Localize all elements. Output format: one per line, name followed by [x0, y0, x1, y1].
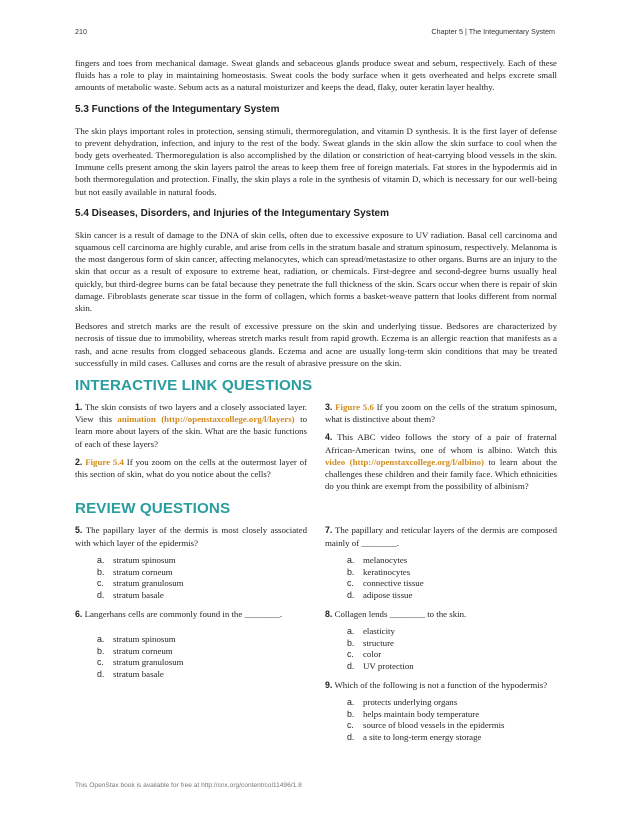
interactive-questions — [75, 401, 557, 498]
question-number: 9. — [325, 679, 333, 690]
option-text: source of blood vessels in the epidermis — [363, 720, 505, 731]
option-d — [97, 590, 307, 602]
question-number: 8. — [325, 608, 333, 619]
option-b — [347, 638, 557, 650]
question-2 — [75, 456, 307, 480]
option-text: adipose tissue — [363, 590, 413, 600]
option-letter: a. — [347, 554, 355, 565]
option-letter: d. — [347, 661, 355, 672]
interactive-right-column — [325, 401, 557, 498]
option-text: protects underlying organs — [363, 696, 458, 707]
option-a — [347, 555, 557, 567]
option-text: stratum granulosum — [113, 657, 184, 668]
option-a — [97, 634, 307, 646]
question-5 — [75, 524, 307, 548]
option-d — [97, 669, 307, 681]
question-8-options — [325, 626, 557, 673]
question-number: 1. — [75, 402, 83, 413]
question-4 — [325, 431, 557, 492]
option-text: stratum corneum — [113, 645, 173, 656]
option-a — [97, 555, 307, 567]
option-text: structure — [363, 637, 394, 648]
page-content — [75, 57, 557, 750]
page-number: 210 — [75, 27, 87, 36]
option-b — [97, 646, 307, 658]
option-text: stratum corneum — [113, 566, 173, 577]
section-53-title: 5.3 Functions of the Integumentary System — [75, 103, 280, 115]
option-text: color — [363, 649, 382, 660]
question-text: to learn about the challenges these children and their family face. Which ethnicities do you think are exempt from the possibility of albinism? — [325, 456, 557, 492]
option-a — [347, 697, 557, 709]
question-number: 7. — [325, 525, 333, 536]
option-letter: d. — [97, 669, 105, 680]
running-header — [75, 27, 555, 39]
option-text: stratum granulosum — [113, 578, 184, 589]
option-letter: b. — [97, 566, 105, 577]
option-letter: b. — [347, 637, 355, 648]
animation-link[interactable]: animation (http://openstaxcollege.org/l/layers) — [117, 414, 295, 425]
question-number: 3. — [325, 402, 333, 413]
option-text: helps maintain body temperature — [363, 708, 480, 719]
option-letter: c. — [347, 720, 354, 731]
chapter-title: Chapter 5 | The Integumentary System — [431, 27, 555, 36]
option-text: stratum spinosum — [113, 554, 176, 565]
option-d — [347, 661, 557, 673]
question-6-options — [75, 634, 307, 681]
question-3 — [325, 401, 557, 425]
question-text: to learn more about layers of the skin. What are the basic functions of each of these layers? — [75, 414, 307, 449]
option-c — [97, 578, 307, 590]
option-letter: b. — [97, 645, 105, 656]
interactive-left-column — [75, 401, 307, 498]
section-54-title: 5.4 Diseases, Disorders, and Injuries of the Integumentary System — [75, 207, 389, 219]
question-text: If you zoom on the cells of the stratum spinosum, what is distinctive about them? — [325, 402, 557, 425]
question-1 — [75, 401, 307, 450]
question-7 — [325, 524, 557, 548]
option-c — [347, 720, 557, 732]
option-d — [347, 590, 557, 602]
question-text: If you zoom on the cells at the outermost layer of this section of skin, what do you notice about the cells? — [75, 456, 308, 480]
option-text: melanocytes — [363, 554, 408, 565]
question-7-options — [325, 555, 557, 602]
option-b — [347, 709, 557, 721]
question-text: This ABC video follows the story of a pair of fraternal African-American twins, one of whom is albino. Watch this — [325, 432, 557, 455]
figure-link[interactable]: Figure 5.6 — [335, 402, 374, 413]
section-54-paragraph-1: Skin cancer is a result of damage to the DNA of skin cells, often due to excessive exposure to UV radiation. Basal cell carcinoma and squamous cell carcinoma are highly curable, and arise from cells in the stratum basale and stratum spinosum, respectively. Melanoma is the most dangerous form of skin cancer, affecting melanocytes, which can spread/metastasize to other organs. Burns are an injury to the skin that occur as a result of exposure to extreme heat, radiation, or chemicals. First-degree and second-degree burns usually heal quickly, but third-degree burns can be fatal because they penetrate the full thickness of the skin. Scars occur when there is repair of skin damage. Fibroblasts generate scar tissue in the form of collagen, which forms a basket-weave pattern that looks different from normal skin. — [75, 229, 557, 314]
option-c — [347, 578, 557, 590]
question-number: 2. — [75, 456, 83, 467]
review-left-column — [75, 524, 307, 749]
review-questions-heading: REVIEW QUESTIONS — [75, 500, 231, 518]
option-letter: d. — [347, 590, 355, 600]
question-number: 4. — [325, 432, 333, 443]
option-letter: a. — [347, 625, 355, 636]
video-link[interactable]: video (http://openstaxcollege.org/l/albino) — [325, 456, 485, 467]
option-letter: d. — [347, 732, 355, 743]
question-text: Collagen lends ________ to the skin. — [332, 608, 467, 619]
option-letter: b. — [347, 708, 355, 719]
option-text: connective tissue — [363, 578, 424, 589]
option-letter: a. — [97, 633, 105, 644]
option-letter: c. — [347, 578, 354, 589]
option-text: stratum basale — [113, 590, 164, 600]
option-letter: b. — [347, 566, 355, 577]
question-text: Langerhans cells are commonly found in the ________. — [82, 608, 283, 619]
question-number: 6. — [75, 608, 83, 619]
option-b — [97, 567, 307, 579]
figure-link[interactable]: Figure 5.4 — [85, 456, 124, 467]
option-letter: c. — [347, 649, 354, 660]
option-letter: c. — [97, 657, 104, 668]
question-text: The papillary and reticular layers of the dermis are composed mainly of ________. — [325, 525, 557, 548]
question-5-options — [75, 555, 307, 602]
page-footer: This OpenStax book is available for free at http://cnx.org/content/col11496/1.8 — [75, 782, 302, 789]
option-text: stratum spinosum — [113, 633, 176, 644]
review-questions — [75, 524, 557, 749]
question-6 — [75, 608, 307, 620]
option-c — [97, 657, 307, 669]
option-text: keratinocytes — [363, 566, 411, 577]
option-a — [347, 626, 557, 638]
question-number: 5. — [75, 525, 83, 536]
question-text: The papillary layer of the dermis is most closely associated with which layer of the epidermis? — [75, 525, 307, 548]
option-c — [347, 649, 557, 661]
option-letter: c. — [97, 578, 104, 589]
review-right-column — [325, 524, 557, 749]
question-text: Which of the following is not a function of the hypodermis? — [332, 679, 548, 690]
option-text: a site to long-term energy storage — [363, 732, 482, 743]
option-b — [347, 567, 557, 579]
option-letter: a. — [347, 696, 355, 707]
question-9 — [325, 679, 557, 691]
option-text: stratum basale — [113, 669, 164, 680]
question-8 — [325, 608, 557, 620]
option-letter: a. — [97, 554, 105, 565]
question-9-options — [325, 697, 557, 744]
option-d — [347, 732, 557, 744]
question-text: The skin consists of two layers and a closely associated layer. View this — [75, 402, 307, 425]
option-text: elasticity — [363, 625, 395, 636]
option-text: UV protection — [363, 661, 414, 672]
interactive-questions-heading: INTERACTIVE LINK QUESTIONS — [75, 377, 313, 395]
option-letter: d. — [97, 590, 105, 600]
section-53-paragraph: The skin plays important roles in protection, sensing stimuli, thermoregulation, and vitamin D synthesis. It is the first layer of defense to prevent dehydration, infection, and injury to the rest of the body. Sweat glands in the skin allow the skin surface to cool when the body gets overheated. Thermoregulation is also accomplished by the dilation or constriction of heat-carrying blood vessels in the skin. Immune cells present among the skin layers patrol the areas to keep them free of foreign materials. Fat stores in the hypodermis aid in both thermoregulation and protection. Finally, the skin plays a role in the synthesis of vitamin D, which is necessary for our well-being but not easily available in natural foods. — [75, 125, 557, 197]
intro-paragraph: fingers and toes from mechanical damage. Sweat glands and sebaceous glands produce sweat and sebum, respectively. Each of these fluids has a role to play in maintaining homeostasis. Sweat cools the body surface when it gets overheated and helps excrete small amounts of metabolic waste. Sebum acts as a natural moisturizer and keeps the dead, flaky, outer keratin layer healthy. — [75, 58, 557, 93]
section-54-paragraph-2: Bedsores and stretch marks are the result of excessive pressure on the skin and underlying tissue. Bedsores are characterized by necrosis of tissue due to immobility, whereas stretch marks result from rapid growth. Eczema is an allergic reaction that manifests as a rash, and acne results from clogged sebaceous glands. Eczema and acne are usually long-term skin conditions that may be treated successfully in mild cases. Calluses and corns are the result of abrasive pressure on the skin. — [75, 321, 557, 368]
